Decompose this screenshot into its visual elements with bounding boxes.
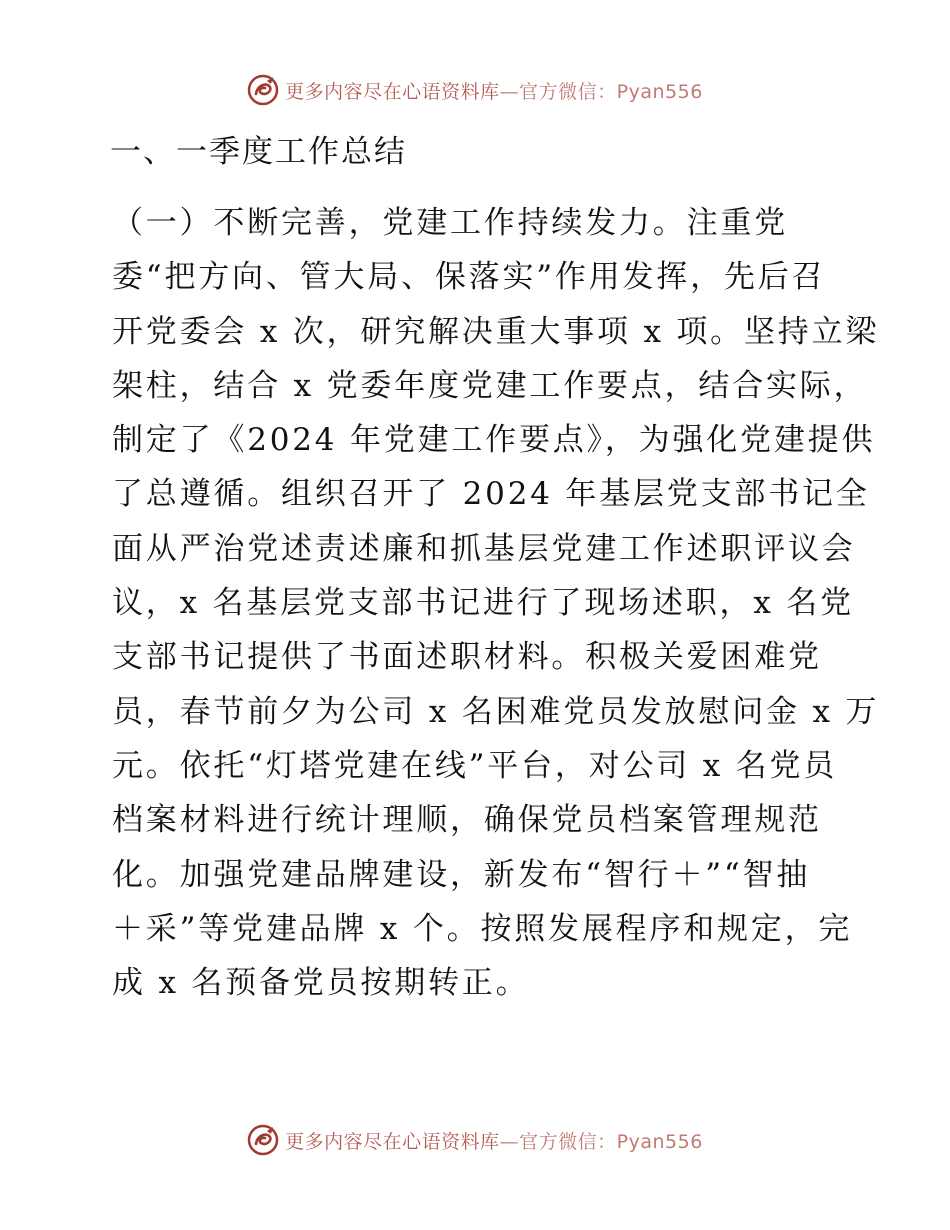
paragraph-line: 了总遵循。组织召开了 2024 年基层党支部书记全 [112, 476, 870, 513]
watermark-wechat: 官方微信：Pyan556 [519, 80, 703, 103]
paragraph-line: 制定了《2024 年党建工作要点》，为强化党建提供 [112, 422, 876, 459]
paragraph-line: 支部书记提供了书面述职材料。积极关爱困难党 [112, 639, 822, 676]
watermark-wechat: 官方微信：Pyan556 [519, 1130, 703, 1153]
paragraph-line: 成 x 名预备党员按期转正。 [112, 965, 530, 1002]
watermark-site-name: 更多内容尽在心语资料库 [285, 1130, 500, 1153]
paragraph-line: 面从严治党述责述廉和抓基层党建工作述职评议会 [112, 530, 856, 567]
paragraph-line: （一）不断完善，党建工作持续发力。注重党 [112, 205, 788, 241]
red-swirl-logo-icon [247, 1124, 279, 1156]
paragraph-line: 开党委会 x 次，研究解决重大事项 x 项。坚持立梁 [112, 313, 880, 350]
red-swirl-logo-icon [247, 74, 279, 106]
watermark-dash: — [499, 80, 520, 103]
paragraph-line: 议，x 名基层党支部书记进行了现场述职，x 名党 [112, 585, 854, 622]
watermark-site-name: 更多内容尽在心语资料库 [285, 80, 500, 103]
paragraph-line: 员，春节前夕为公司 x 名困难党员发放慰问金 x 万 [112, 693, 880, 730]
paragraph-line: 档案材料进行统计理顺，确保党员档案管理规范 [112, 802, 822, 839]
paragraph-line: 架柱，结合 x 党委年度党建工作要点，结合实际， [112, 367, 868, 404]
header-watermark [0, 74, 950, 106]
watermark-dash: — [499, 1130, 520, 1153]
watermark-text [285, 1127, 703, 1154]
paragraph-line: 化。加强党建品牌建设，新发布“智行＋”“智抽 [112, 856, 811, 893]
footer-watermark [0, 1124, 950, 1156]
body-paragraph [112, 196, 880, 1010]
paragraph-line: 委“把方向、管大局、保落实”作用发挥，先后召 [112, 259, 826, 296]
watermark-text [285, 77, 703, 104]
paragraph-line: ＋采”等党建品牌 x 个。按照发展程序和规定，完 [112, 910, 853, 947]
section-heading: 一、一季度工作总结 [110, 134, 407, 170]
paragraph-line: 元。依托“灯塔党建在线”平台，对公司 x 名党员 [112, 747, 838, 784]
